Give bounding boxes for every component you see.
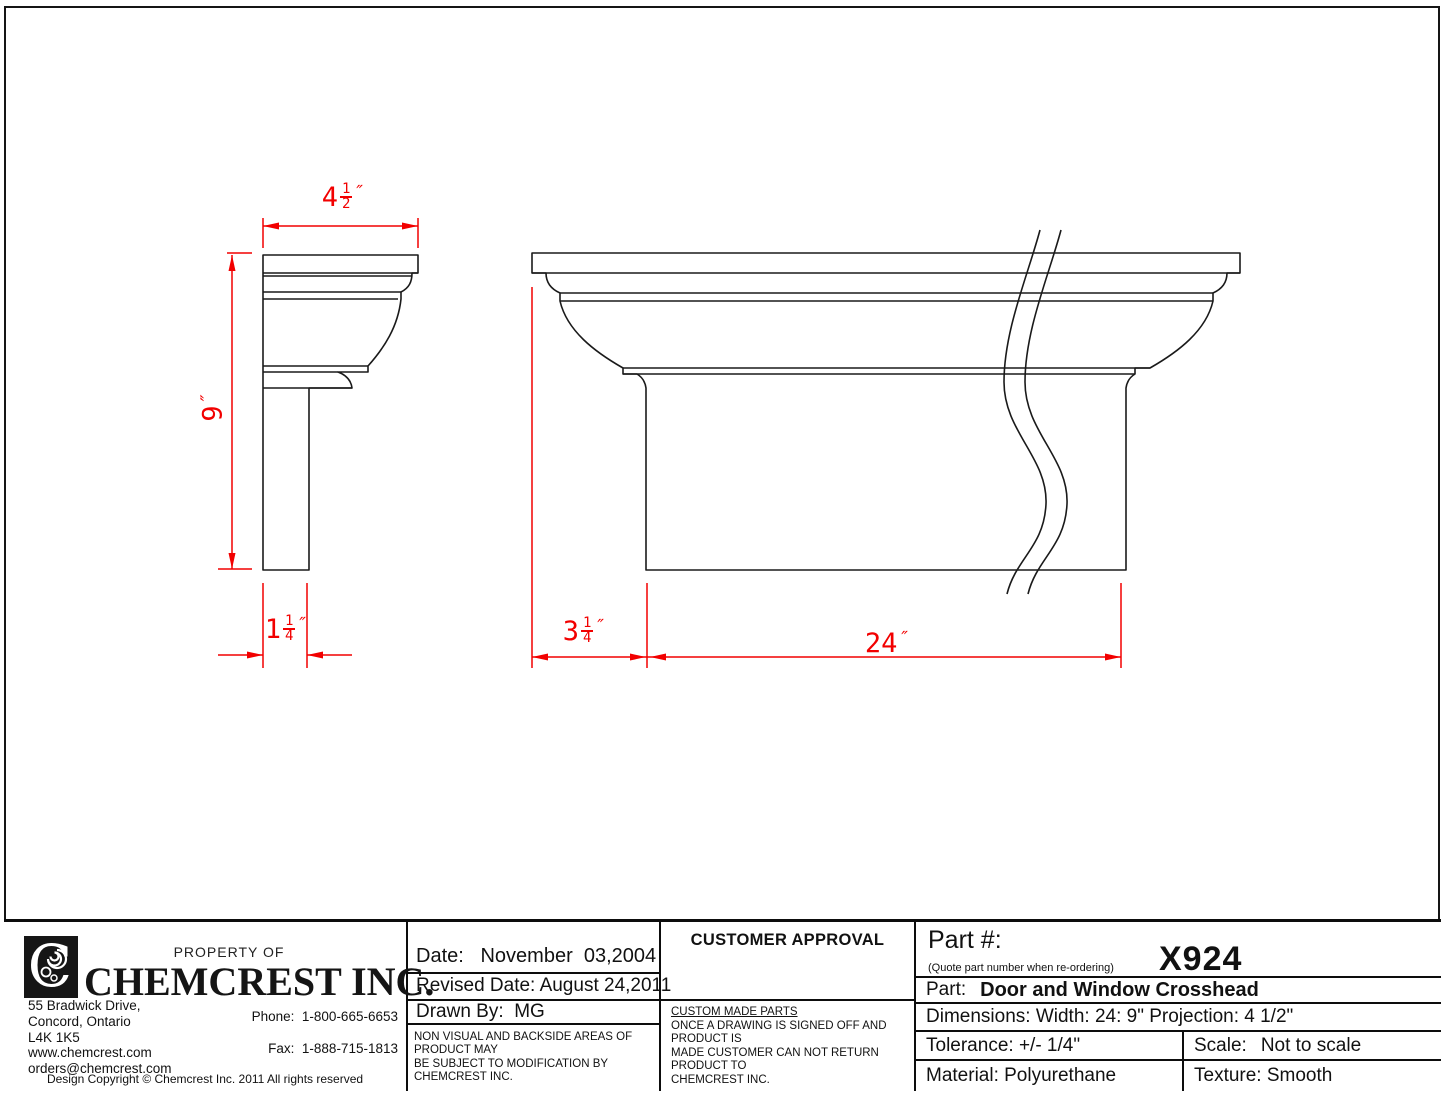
part-info-cell (916, 922, 1441, 1091)
part-number-value: X924 (1159, 940, 1243, 978)
company-cell (4, 922, 435, 1091)
property-of-label: PROPERTY OF (173, 944, 285, 960)
customer-approval-label: CUSTOMER APPROVAL (690, 931, 885, 949)
svg-text:C: C (27, 936, 73, 998)
dim-value: 4 (321, 182, 338, 213)
address-line: orders@chemcrest.com (28, 1061, 172, 1077)
dim-label-side-height: 9 ″ (197, 391, 229, 422)
drawn-by-row: Drawn By: MG (408, 999, 659, 1023)
dim-label-front-offset: 3 $\frac{1}{4}$ ″ (562, 615, 608, 647)
phone-number: Phone: 1-800-665-6653 (251, 1009, 398, 1024)
side-profile-outline (263, 255, 418, 570)
chemcrest-logo-icon (24, 936, 78, 998)
tolerance-scale-row (916, 1030, 1441, 1059)
dim-label-front-width: 24 ″ (864, 628, 912, 659)
scale-label: Scale: (1194, 1034, 1247, 1056)
customer-approval-cell (661, 922, 916, 1091)
part-dimensions-row: Dimensions: Width: 24: 9" Projection: 4 1/2" (916, 1002, 1441, 1030)
title-block (4, 919, 1441, 1091)
note-title: CUSTOM MADE PARTS (671, 1006, 798, 1018)
custom-made-parts-note: CUSTOM MADE PARTS ONCE A DRAWING IS SIGNED OFF AND PRODUCT IS MADE CUSTOMER CAN NOT RETURN PRODUCT TO CHEMCREST INC. (661, 999, 914, 1091)
texture-value: Texture: Smooth (1194, 1065, 1333, 1086)
copyright-notice: Design Copyright © Chemcrest Inc. 2011 All rights reserved (46, 1072, 364, 1086)
address-line: Concord, Ontario (28, 1013, 131, 1029)
scale-value: Not to scale (1260, 1034, 1362, 1056)
revised-date-row: Revised Date: August 24,2011 (408, 972, 659, 999)
dim-label-bottom-width: 1 $\frac{1}{4}$ ″ (264, 613, 310, 645)
tolerance-value: Tolerance: +/- 1/4" (916, 1032, 1184, 1059)
part-name-value: Door and Window Crosshead (980, 978, 1259, 1001)
date-row: Date: November 03,2004 (416, 944, 657, 967)
fax-number: Fax: 1-888-715-1813 (268, 1041, 398, 1056)
ext-lines-top-width (263, 218, 418, 248)
material-value: Material: Polyurethane (916, 1061, 1184, 1091)
dim-label-top-width: 4 $\frac{1}{2}$ ″ (321, 181, 367, 213)
company-address (28, 998, 172, 1077)
material-texture-row (916, 1059, 1441, 1091)
front-elevation-view (532, 230, 1240, 594)
company-name: CHEMCREST INC. (84, 959, 435, 1004)
address-line: L4K 1K5 (28, 1029, 80, 1045)
address-line: 55 Bradwick Drive, (28, 998, 141, 1013)
part-name-row (916, 976, 1441, 1002)
address-line: www.chemcrest.com (28, 1045, 152, 1061)
part-number-row (916, 922, 1441, 976)
dates-cell (408, 922, 672, 1091)
part-number-label: Part #: (928, 926, 1002, 954)
part-label: Part: (926, 979, 967, 1000)
modification-note: NON VISUAL AND BACKSIDE AREAS OF PRODUCT MAY BE SUBJECT TO MODIFICATION BY CHEMCREST INC. (408, 1023, 659, 1091)
side-profile-view (263, 255, 418, 570)
part-number-hint: (Quote part number when re-ordering) (928, 962, 1114, 974)
scale-cell (1184, 1032, 1441, 1059)
